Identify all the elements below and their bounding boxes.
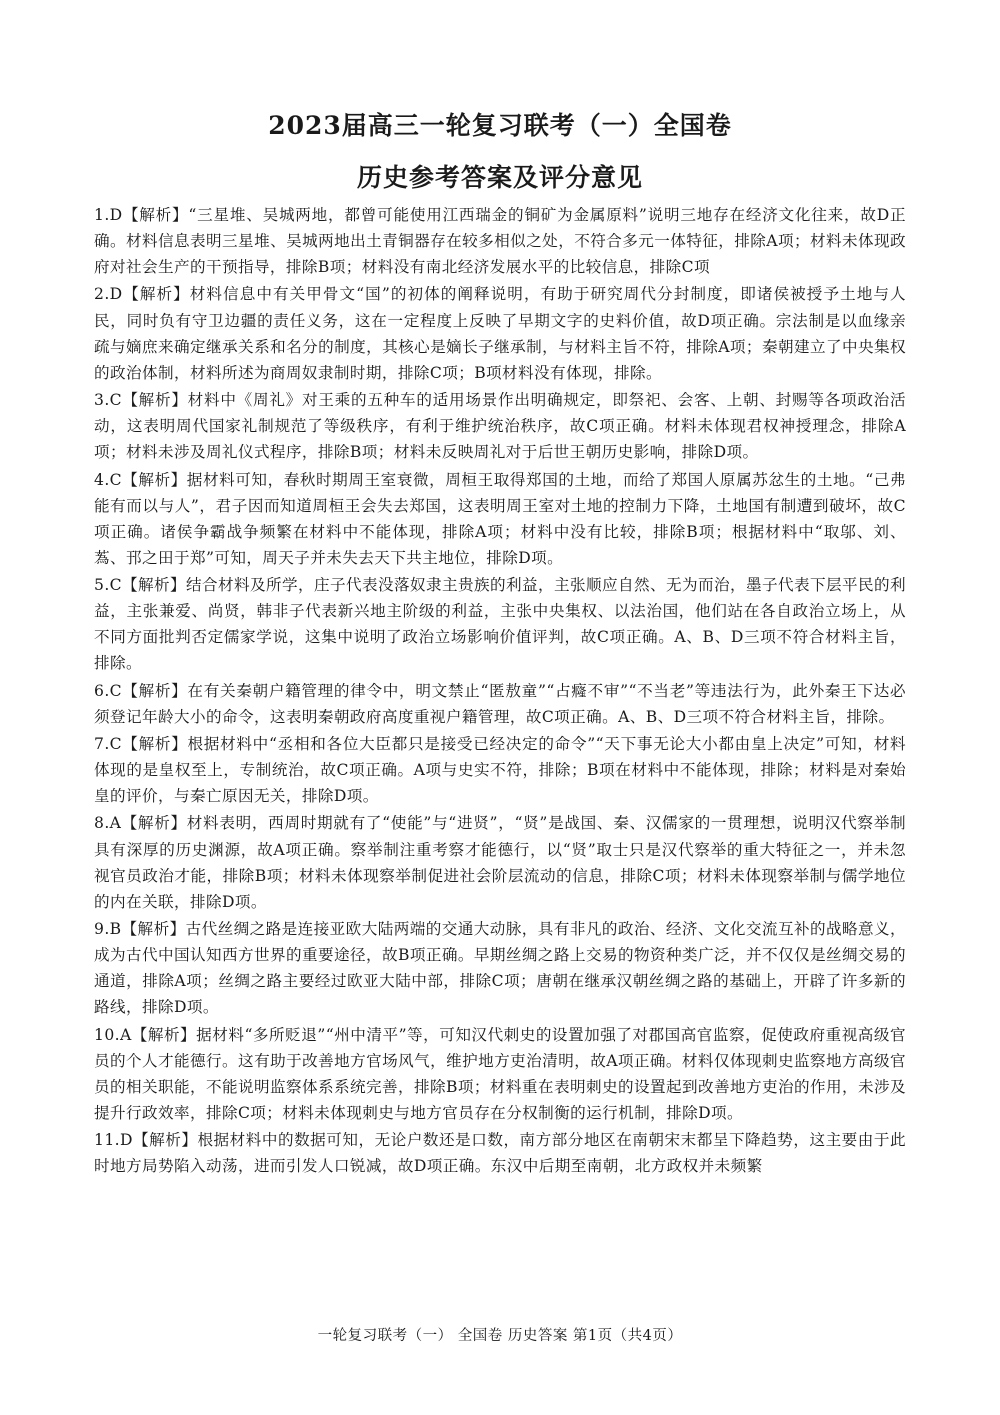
- answer-item-10: 10.A【解析】据材料“多所贬退”“州中清平”等，可知汉代刺史的设置加强了对郡国高官监察，促使政府重视高级官员的个人才能德行。这有助于改善地方官场风气，维护地方吏治清明，故A项正确。材料仅体现刺史监察地方高级官员的相关职能，不能说明监察体系系统完善，排除B项；材料重在表明刺史的设置起到改善地方吏治的作用，未涉及提升行政效率，排除C项；材料未体现刺史与地方官员存在分权制衡的运行机制，排除D项。: [94, 1025, 906, 1122]
- answer-item-8: 8.A【解析】材料表明，西周时期就有了“使能”与“进贤”，“贤”是战国、秦、汉儒家的一贯理想，说明汉代察举制具有深厚的历史渊源，故A项正确。察举制注重考察才能德行，以“贤”取士只是汉代察举的重大特征之一，并未忽视官员政治才能，排除B项；材料未体现察举制促进社会阶层流动的信息，排除C项；材料未体现察举制与儒学地位的内在关联，排除D项。: [94, 814, 906, 911]
- answer-item-2: 2.D【解析】材料信息中有关甲骨文“国”的初体的阐释说明，有助于研究周代分封制度，即诸侯被授予土地与人民，同时负有守卫边疆的责任义务，这在一定程度上反映了早期文字的史料价值，故D项正确。宗法制是以血缘亲疏与嫡庶来确定继承关系和名分的制度，其核心是嫡长子继承制，与材料主旨不符，排除A项；秦朝建立了中央集权的政治体制，材料所述为商周奴隶制时期，排除C项；B项材料没有体现，排除。: [94, 285, 906, 382]
- answer-item-7: 7.C【解析】根据材料中“丞相和各位大臣都只是接受已经决定的命令”“天下事无论大小都由皇上决定”可知，材料体现的是皇权至上，专制统治，故C项正确。A项与史实不符，排除；B项在材料中不能体现，排除；材料是对秦始皇的评价，与秦亡原因无关，排除D项。: [94, 735, 906, 806]
- answer-item-9: 9.B【解析】古代丝绸之路是连接亚欧大陆两端的交通大动脉，具有非凡的政治、经济、文化交流互补的战略意义，成为古代中国认知西方世界的重要途径，故B项正确。早期丝绸之路上交易的物资种类广泛，并不仅仅是丝绸交易的通道，排除A项；丝绸之路主要经过欧亚大陆中部，排除C项；唐朝在继承汉朝丝绸之路的基础上，开辟了许多新的路线，排除D项。: [94, 920, 906, 1017]
- answer-item-5: 5.C【解析】结合材料及所学，庄子代表没落奴隶主贵族的利益，主张顺应自然、无为而治，墨子代表下层平民的利益，主张兼爱、尚贤，韩非子代表新兴地主阶级的利益，主张中央集权、以法治国，他们站在各自政治立场上，从不同方面批判否定儒家学说，这集中说明了政治立场影响价值评判，故C项正确。A、B、D三项不符合材料主旨，排除。: [94, 576, 906, 673]
- answer-item-3: 3.C【解析】材料中《周礼》对王乘的五种车的适用场景作出明确规定，即祭祀、会客、上朝、封赐等各项政治活动，这表明周代国家礼制规范了等级秩序，有利于维护统治秩序，故C项正确。材料未体现君权神授理念，排除A项；材料未涉及周礼仪式程序，排除B项；材料未反映周礼对于后世王朝历史影响，排除D项。: [94, 391, 906, 462]
- page-subtitle: 历史参考答案及评分意见: [356, 163, 643, 192]
- answer-item-6: 6.C【解析】在有关秦朝户籍管理的律令中，明文禁止“匿敖童”“占癃不审”“不当老”等违法行为，此外秦王下达必须登记年龄大小的命令，这表明秦朝政府高度重视户籍管理，故C项正确。A、B、D三项不符合材料主旨，排除。: [94, 681, 906, 726]
- answer-item-11: 11.D【解析】根据材料中的数据可知，无论户数还是口数，南方部分地区在南朝宋末都呈下降趋势，这主要由于此时地方局势陷入动荡，进而引发人口锐减，故D项正确。东汉中后期至南朝，北方政权并未频繁: [94, 1131, 906, 1176]
- answer-list: [94, 202, 906, 1179]
- answer-item-1: 1.D【解析】“三星堆、吴城两地，都曾可能使用江西瑞金的铜矿为金属原料”说明三地存在经济文化往来，故D正确。材料信息表明三星堆、吴城两地出土青铜器存在较多相似之处，不符合多元一体特征，排除A项；材料未体现政府对社会生产的干预指导，排除B项；材料没有南北经济发展水平的比较信息，排除C项: [94, 206, 906, 277]
- page-footer: 一轮复习联考（一） 全国卷 历史答案 第1页（共4页）: [317, 1328, 683, 1344]
- page-title: 2023届高三一轮复习联考（一）全国卷: [268, 111, 732, 140]
- answer-item-4: 4.C【解析】据材料可知，春秋时期周王室衰微，周桓王取得郑国的土地，而给了郑国人原属苏忿生的土地。“己弗能有而以与人”，君子因而知道周桓王会失去郑国，这表明周王室对土地的控制力下降，土地国有制遭到破坏，故C项正确。诸侯争霸战争频繁在材料中不能体现，排除A项；材料中没有比较，排除B项；根据材料中“取邬、刘、蒍、邘之田于郑”可知，周天子并未失去天下共主地位，排除D项。: [94, 470, 906, 567]
